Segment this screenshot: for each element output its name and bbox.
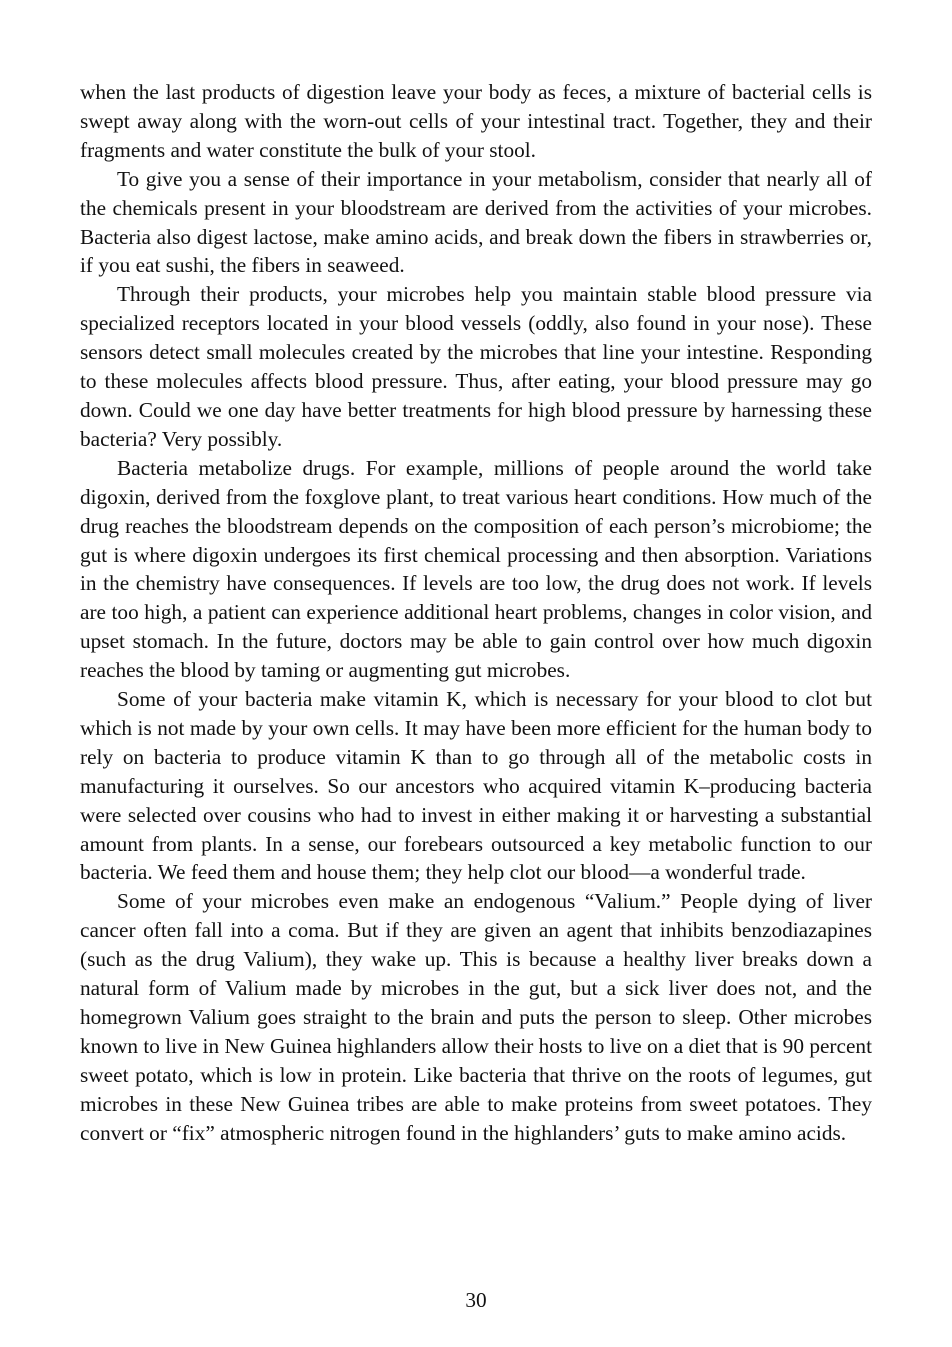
paragraph-digoxin: Bacteria metabolize drugs. For example, millions of people around the world take digoxin, derived from the foxglove plant, to treat various heart conditions. How much of the drug reaches the bloodstream depends on the composition of each person’s microbiome; the gut is where digoxin undergoes its first chemical processing and then absorption. Variations in the chemistry have consequences. If levels are too low, the drug does not work. If levels are too high, a patient can experience additional heart problems, changes in color vision, and upset stomach. In the future, doctors may be able to gain control over how much digoxin reaches the blood by taming or augmenting gut microbes.: [80, 455, 872, 683]
page-number: 30: [465, 1288, 487, 1312]
page-body: [80, 78, 872, 1148]
paragraph-blood-pressure: Through their products, your microbes help you maintain stable blood pressure via specialized receptors located in your blood vessels (oddly, also found in your nose). These sensors detect small molecules created by the microbes that line your intestine. Responding to these molecules affects blood pressure. Thus, after eating, your blood pressure may go down. Could we one day have better treatments for high blood pressure by harnessing these bacteria? Very possibly.: [80, 282, 872, 451]
paragraph-vitamin-k: Some of your bacteria make vitamin K, which is necessary for your blood to clot but which is not made by your own cells. It may have been more efficient for the human body to rely on bacteria to produce vitamin K than to go through all of the metabolic costs in manufacturing it ourselves. So our ancestors who acquired vitamin K–producing bacteria were selected over cousins who had to invest in either making it or harvesting a substantial amount from plants. In a sense, our forebears outsourced a key metabolic function to our bacteria. We feed them and house them; they help clot our blood—a wonderful trade.: [80, 687, 872, 885]
paragraph-valium: Some of your microbes even make an endogenous “Valium.” People dying of liver cancer often fall into a coma. But if they are given an agent that inhibits benzodiazapines (such as the drug Valium), they wake up. This is because a healthy liver breaks down a natural form of Valium made by microbes in the gut, but a sick liver does not, and the homegrown Valium goes straight to the brain and puts the person to sleep. Other microbes known to live in New Guinea highlanders allow their hosts to live on a diet that is 90 percent sweet potato, which is low in protein. Like bacteria that thrive on the roots of legumes, gut microbes in these New Guinea tribes are able to make proteins from sweet potatoes. They convert or “fix” atmospheric nitrogen found in the highlanders’ guts to make amino acids.: [80, 889, 872, 1145]
paragraph-metabolism: To give you a sense of their importance in your metabolism, consider that nearly all of the chemicals present in your bloodstream are derived from the activities of your microbes. Bacteria also digest lactose, make amino acids, and break down the fibers in strawberries or, if you eat sushi, the fibers in seaweed.: [80, 166, 872, 278]
paragraph-continued: when the last products of digestion leave your body as feces, a mixture of bacterial cells is swept away along with the worn-out cells of your intestinal tract. Together, they and their fragments and water constitute the bulk of your stool.: [80, 80, 872, 162]
